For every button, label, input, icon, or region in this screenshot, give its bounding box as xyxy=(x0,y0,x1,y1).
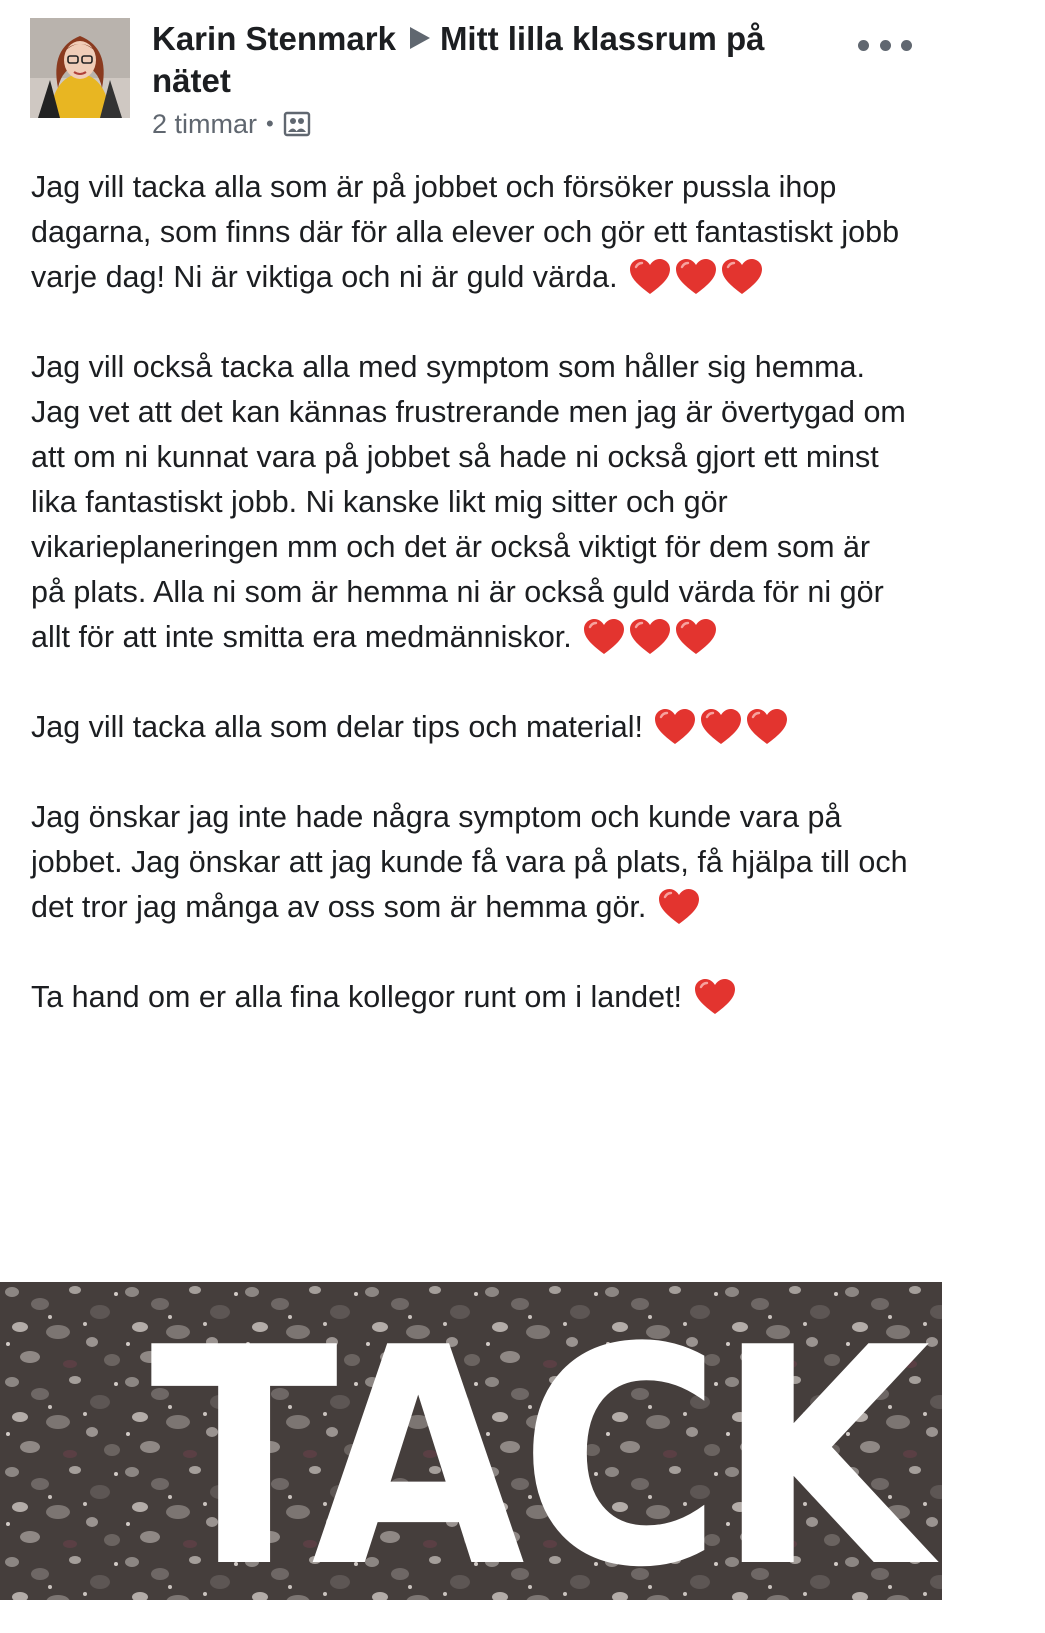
red-heart-icon xyxy=(745,707,789,747)
red-heart-icon xyxy=(628,617,672,657)
paragraph-text: Jag vill tacka alla som delar tips och material! xyxy=(31,710,643,744)
paragraph-text: Jag önskar jag inte hade några symptom och kunde vara på jobbet. Jag önskar att jag kunde få vara på plats, få hjälpa till och det tror jag många av oss som är hemma gör. xyxy=(31,800,908,924)
post-paragraph xyxy=(31,345,911,660)
paragraph-text: Ta hand om er alla fina kollegor runt om i landet! xyxy=(31,980,683,1014)
post-paragraph xyxy=(31,795,911,930)
red-heart-icon xyxy=(657,887,701,927)
paragraph-text: Jag vill tacka alla som är på jobbet och försöker pussla ihop dagarna, som finns där för alla elever och gör ett fantastiskt jobb varje dag! Ni är viktiga och ni är guld värda. xyxy=(31,170,900,294)
tack-image-text: TACK! xyxy=(150,1284,1045,1633)
shared-to-arrow-icon xyxy=(410,27,430,49)
red-heart-icon xyxy=(628,257,672,297)
paragraph-text: Jag vill också tacka alla med symptom som håller sig hemma. Jag vet att det kan kännas frustrerande men jag är övertygad om att om ni kunnat vara på jobbet så hade ni också gjort ett minst lika fantastiskt jobb. Ni kanske likt mig sitter och gör vikarieplaneringen mm och det är också viktigt för dem som är på plats. Alla ni som är hemma ni är också guld värda för ni gör allt för att inte smitta era medmänniskor. xyxy=(31,350,906,654)
red-heart-icon xyxy=(674,617,718,657)
meta-separator: • xyxy=(266,111,274,136)
red-heart-icon xyxy=(693,977,737,1017)
post-meta xyxy=(152,106,311,142)
more-dot-icon xyxy=(901,40,912,51)
post-body xyxy=(31,165,911,1065)
red-heart-icon xyxy=(582,617,626,657)
post-header xyxy=(0,0,942,150)
avatar[interactable] xyxy=(30,18,130,118)
more-dot-icon xyxy=(880,40,891,51)
post-paragraph xyxy=(31,705,911,750)
post-title xyxy=(152,18,832,102)
red-heart-icon xyxy=(653,707,697,747)
more-options-button[interactable] xyxy=(858,30,912,60)
group-audience-icon xyxy=(283,110,311,138)
group-name-link[interactable]: Mitt lilla klassrum på nätet xyxy=(152,20,765,99)
post-paragraph xyxy=(31,165,911,300)
more-dot-icon xyxy=(858,40,869,51)
post-timestamp[interactable]: 2 timmar xyxy=(152,109,258,139)
post-paragraph xyxy=(31,975,911,1020)
red-heart-icon xyxy=(699,707,743,747)
red-heart-icon xyxy=(720,257,764,297)
red-heart-icon xyxy=(674,257,718,297)
post-image[interactable] xyxy=(0,1282,1045,1633)
author-name-link[interactable]: Karin Stenmark xyxy=(152,20,396,57)
